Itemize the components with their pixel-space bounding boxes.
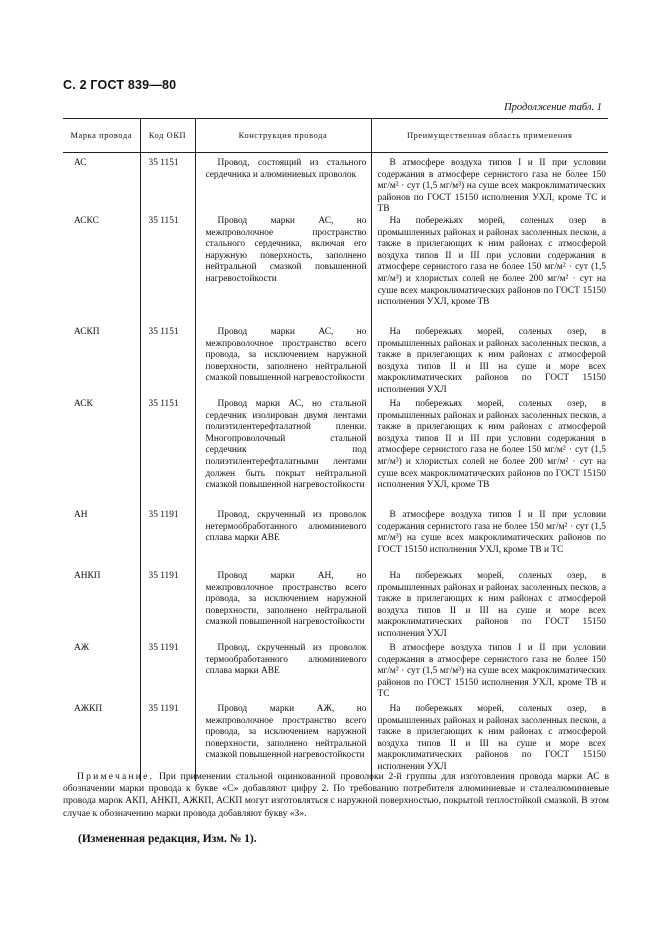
okp-code-cell: 35 1151 (140, 216, 195, 327)
note-text: При применении стальной оцинкованной проволоки 2-й группы для изготовления провода марки АС в обозначении марки провода к букве «С» добавляют цифру 2. По требованию потребителя алюминиевые и сталеалюминиевые провода марок АКП, АНКП, АЖКП, АСКП могут изготовляться с наружной поверхностью, покрытой теплостойкой смазкой. В этом случае к обозначению марки провода добавляют букву «З». (63, 771, 609, 819)
wire-grade-cell: АЖ (74, 642, 90, 653)
application-cell: На побережьях морей, соленых озер, в промышленных районах и районах засоленных песков, а также в прилегающих к ним районах с атмосферой воздуха типов II и III при условии содержания в атмосфере сернистого газа не более 150 мг/м² · сут (1,5 мг/м³) и хлористых солей не более 200 мг/м² · сут на суше всех макроклиматических районов по ГОСТ 15150 исполнения УХЛ, кроме ТВ (371, 399, 608, 510)
wire-grade-cell: АЖКП (74, 703, 103, 714)
note-label: Примечание. (77, 771, 155, 782)
construction-cell: Провод марки АС, но межпроволочное пространство стального сердечника, включая его наружную поверхность, заполнено нейтральной смазкой повышенной нагревостойкости (195, 216, 371, 327)
application-cell: В атмосфере воздуха типов I и II при условии содержания сернистого газа не более 150 мг/м² · сут (1,5 мг/м³) на суше всех макроклиматических районов по ГОСТ 15150 исполнения УХЛ, кроме ТВ и ТС (371, 510, 608, 571)
wire-grade-cell: АСКП (74, 326, 100, 337)
table-row (63, 399, 608, 510)
header-okp-code: Код ОКП (140, 119, 195, 153)
application-cell: На побережьях морей, соленых озер в промышленных районах и районах засоленных песков, а также в прилегающих к ним районах с атмосферой воздуха типов II и III при условии содержания в атмосфере сернистого газа не более 150 мг/м² · сут (1,5 мг/м³) и хлористых солей не более 200 мг/м² · сут на суше всех макроклиматических районов по ГОСТ 15150 исполнения УХЛ, кроме ТВ (371, 216, 608, 327)
okp-code-cell: 35 1191 (140, 571, 195, 643)
construction-cell: Провод марки АН, но межпроволочное пространство всего провода, за исключением наружной поверхности, заполнено нейтральной смазкой повышенной нагревостойкости (195, 571, 371, 643)
application-cell: На побережьях морей, соленых озер, в промышленных районах и районах засоленных песков, а также в прилегающих к ним районах с атмосферой воздуха типов II и III на суше и море всех макроклиматических районов по ГОСТ 15150 исполнения УХЛ (371, 571, 608, 643)
table-header-row (63, 119, 608, 153)
application-cell: На побережьях морей, соленых озер, в промышленных районах и районах засоленных песков, а также в прилегающих к ним районах с атмосферой воздуха типов II и III на суше и море всех макроклиматических районов по ГОСТ 15150 исполнения УХЛ (371, 327, 608, 399)
construction-cell: Провод марки АС, но межпроволочное пространство всего провода, за исключением наружной поверхности, заполнено нейтральной смазкой повышенной нагревостойкости (195, 327, 371, 399)
wire-grade-cell: АС (74, 158, 87, 168)
table-note (63, 771, 609, 820)
table-row (63, 216, 608, 327)
construction-cell: Провод, скрученный из проволок нетермообработанного алюминиевого сплава марки АВЕ (195, 510, 371, 571)
construction-cell: Провод, состоящий из стального сердечника и алюминиевых проволок (195, 153, 371, 216)
construction-cell: Провод, скрученный из проволок термообработанного алюминиевого сплава марки АВЕ (195, 643, 371, 704)
application-cell: В атмосфере воздуха типов I и II при условии содержания в атмосфере сернистого газа не более 150 мг/м² · сут (1,5 мг/м³) на суше всех макроклиматических районов по ГОСТ 15150 исполнения УХЛ, кроме ТВ и ТС (371, 643, 608, 704)
table-row (63, 510, 608, 571)
header-wire-grade: Марка провода (63, 119, 140, 153)
table-row (63, 153, 608, 216)
okp-code-cell: 35 1191 (140, 510, 195, 571)
table-row (63, 704, 608, 781)
amendment-notice: (Измененная редакция, Изм. № 1). (78, 833, 257, 845)
page-header: С. 2 ГОСТ 839—80 (63, 78, 177, 92)
table-body (63, 153, 608, 781)
okp-code-cell: 35 1151 (140, 327, 195, 399)
table-continuation-label: Продолжение табл. 1 (504, 102, 602, 113)
wire-grades-table (63, 118, 608, 781)
wire-grade-cell: АНКП (74, 570, 101, 581)
okp-code-cell: 35 1151 (140, 399, 195, 510)
header-construction: Конструкция провода (195, 119, 371, 153)
application-cell: В атмосфере воздуха типов I и II при условии содержания в атмосфере сернистого газа не более 150 мг/м² · сут (1,5 мг/м³) на суше всех макроклиматических районов по ГОСТ 15150 исполнения УХЛ, кроме ТС и ТВ (371, 153, 608, 216)
table-row (63, 327, 608, 399)
okp-code-cell: 35 1191 (140, 704, 195, 781)
wire-grade-cell: АСКС (74, 215, 99, 226)
table-row (63, 643, 608, 704)
wire-grade-cell: АСК (74, 398, 93, 409)
okp-code-cell: 35 1151 (140, 153, 195, 216)
header-application: Преимущественная область применения (371, 119, 608, 153)
wire-grade-cell: АН (74, 509, 88, 520)
construction-cell: Провод марки АЖ, но межпроволочное пространство всего провода, за исключением наружной поверхности, заполнено нейтральной смазкой повышенной нагревостойкости (195, 704, 371, 781)
table-row (63, 571, 608, 643)
application-cell: На побережьях морей, соленых озер, в промышленных районах и районах засоленных песков, а также в прилегающих к ним районах с атмосферой воздуха типов II и III на суше и море всех макроклиматических районов по ГОСТ 15150 исполнения УХЛ (371, 704, 608, 781)
construction-cell: Провод марки АС, но стальной сердечник изолирован двумя лентами полиэтилентерефталатной пленки. Многопроволочный стальной сердечник под полиэтилентерефталатными лентами должен быть покрыт нейтральной смазкой повышенной нагревостойкости (195, 399, 371, 510)
okp-code-cell: 35 1191 (140, 643, 195, 704)
